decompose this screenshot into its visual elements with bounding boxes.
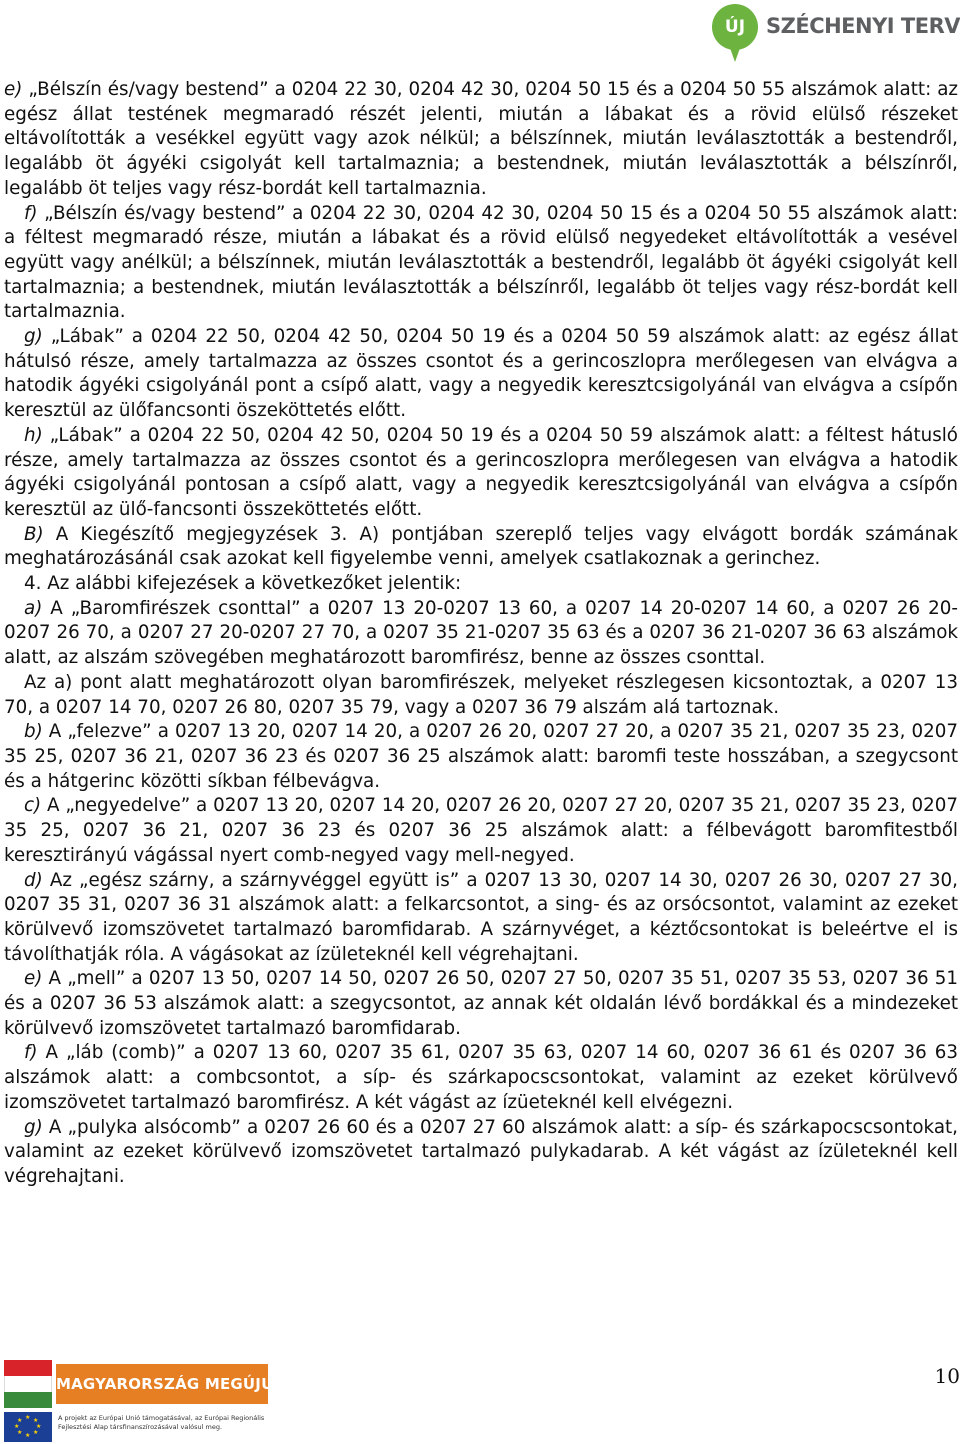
hungarian-flag-icon xyxy=(4,1360,52,1408)
item-label: h) xyxy=(24,424,43,446)
paragraph-text: „Lábak” a 0204 22 50, 0204 42 50, 0204 50 19 és a 0204 50 59 alszámok alatt: a féltest hátusló része, amely tartalmazza az összes csontot és a gerincoszlopra merőlegesen van elvágva a hatodik ágyéki csigolyánál pontosan a csípő alatt, vagy a negyedik keresztcsigolyánál van elvágva a csípőn keresztül az ülő-fancsonti összeköttetés előtt. xyxy=(4,424,958,520)
paragraph-g-labak xyxy=(4,325,958,424)
item-label: d) xyxy=(24,869,43,891)
paragraph-h-labak xyxy=(4,424,958,523)
item-label: g) xyxy=(24,1116,43,1138)
paragraph-text: „Bélszín és/vagy bestend” a 0204 22 30, 0204 42 30, 0204 50 15 és a 0204 50 55 alszámok alatt: a féltest megmaradó része, miután a lábakat és a rövid elülső negyedeket eltávolították a vesével együtt vagy anélkül; a bélszínnek, miután leválasztották a bestendről, legalább öt ágyéki csigolyát kell tartalmaznia; a bestendnek, miután leválasztották a bélszínről, legalább öt teljes vagy rész-bordát kell tartalmaznia. xyxy=(4,202,958,323)
item-label: f) xyxy=(24,1042,38,1064)
paragraph-az-a-pont xyxy=(4,671,958,720)
paragraph-text: A „felezve” a 0207 13 20, 0207 14 20, a 0207 26 20, 0207 27 20, a 0207 35 21, 0207 35 23, 0207 35 25, 0207 36 21, 0207 36 23 és 0207 36 25 alszámok alatt: baromfi teste hosszában, a szegycsont és a hátgerinc közötti síkban félbevágva. xyxy=(4,721,958,792)
uj-badge-icon: ÚJ xyxy=(712,4,758,50)
szechenyi-terv-logo xyxy=(712,4,960,52)
paragraph-f-lab xyxy=(4,1041,958,1115)
item-label: a) xyxy=(24,597,43,619)
paragraph-b-felezve xyxy=(4,720,958,794)
paragraph-text: „Lábak” a 0204 22 50, 0204 42 50, 0204 50 19 és a 0204 50 59 alszámok alatt: az egész állat hátulsó része, amely tartalmazza az összes csontot és a gerincoszlopra merőlegesen van elvágva a hatodik ágyéki csigolyánál pont a csípő alatt, vagy a negyedik keresztcsigolyánál van elvágva a csípőn keresztül az ülőfancsonti öszeköttetés előtt. xyxy=(4,326,958,422)
paragraph-e-belszin xyxy=(4,78,958,202)
paragraph-text: „Bélszín és/vagy bestend” a 0204 22 30, 0204 42 30, 0204 50 15 és a 0204 50 55 alszámok alatt: az egész állat testének megmaradó részét jelenti, miután a lábakat és a rövid elülső részeket eltávolították a vesékkel együtt vagy azok nélkül; a bélszínnek, miután leválasztották a bestendről, legalább öt ágyéki csigolyát kell tartalmaznia; a bestendnek, miután leválasztották a bélszínről, legalább öt teljes vagy rész-bordát kell tartalmaznia. xyxy=(4,79,958,199)
paragraph-text: A „láb (comb)” a 0207 13 60, 0207 35 61, 0207 35 63, 0207 14 60, 0207 36 61 és 0207 36 63 alszámok alatt: a combcsontot, a síp- és szárkapocscsontokat, valamint az ezeket körülvevő izomszövetet tartalmazó baromfirész. A két vágást az ízüeteknél kell elvégezni. xyxy=(4,1042,958,1113)
paragraph-text: 4. Az alábbi kifejezések a következőket jelentik: xyxy=(24,573,462,595)
paragraph-d-szarny xyxy=(4,869,958,968)
item-label: b) xyxy=(24,721,43,743)
paragraph-g-pulyka xyxy=(4,1116,958,1190)
campaign-banner: MAGYARORSZÁG MEGÚJUL xyxy=(56,1364,268,1404)
page-number: 10 xyxy=(934,1364,960,1388)
page-footer xyxy=(4,1360,960,1444)
item-label: c) xyxy=(24,795,42,817)
paragraph-a-baromfireszek xyxy=(4,597,958,671)
paragraph-text: A „negyedelve” a 0207 13 20, 0207 14 20, 0207 26 20, 0207 27 20, 0207 35 21, 0207 35 23, 0207 35 25, 0207 36 21, 0207 36 23 és 0207 36 25 alszámok alatt: a félbevágott baromfitestből keresztirányú vágással nyert comb-negyed vagy mell-negyed. xyxy=(4,795,958,866)
paragraph-text: A „Baromfirészek csonttal” a 0207 13 20-0207 13 60, a 0207 14 20-0207 14 60, a 0207 26 20-0207 26 70, a 0207 27 20-0207 27 70, a 0207 35 21-0207 35 63 és a 0207 36 21-0207 36 63 alszámok alatt, az alszám szövegében meghatározott baromfirész, benne az összes csonttal. xyxy=(4,597,958,669)
paragraph-4-kifejezesek xyxy=(4,572,958,597)
paragraph-text: Az a) pont alatt meghatározott olyan baromfirészek, melyeket részlegesen kicsontoztak, a 0207 13 70, a 0207 14 70, 0207 26 80, 0207 35 79, vagy a 0207 36 79 alszám alá tartoznak. xyxy=(4,671,958,718)
item-label: f) xyxy=(24,202,38,224)
eu-funding-note: A projekt az Európai Unió támogatásával, az Európai Regionális Fejlesztési Alap társfinanszírozásával valósul meg. xyxy=(58,1414,265,1431)
item-label: B) xyxy=(24,523,44,545)
paragraph-e-mell xyxy=(4,967,958,1041)
item-label: g) xyxy=(24,326,43,348)
paragraph-text: Az „egész szárny, a szárnyvéggel együtt is” a 0207 13 30, 0207 14 30, 0207 26 30, 0207 27 30, 0207 35 31, 0207 36 31 alszámok alatt: a felkarcsontot, a sing- és az orsócsontot, valamint az ezeket körülvevő izomszövetet tartalmazó baromfidarab. A szárnyvéget, a kéztőcsontokat is beleértve el is távolíthatják róla. A vágásokat az ízületeknél kell végrehajtani. xyxy=(4,869,958,965)
document-body xyxy=(4,78,958,1190)
paragraph-text: A „mell” a 0207 13 50, 0207 14 50, 0207 26 50, 0207 27 50, 0207 35 51, 0207 35 53, 0207 36 51 és a 0207 36 53 alszámok alatt: a szegycsontot, az annak két oldalán lévő bordákkal és a mindezeket körülvevő izomszövetet tartalmazó baromfidarab. xyxy=(4,968,958,1039)
logo-text: SZÉCHENYI TERV xyxy=(766,14,960,38)
paragraph-b-kiegeszito xyxy=(4,523,958,572)
eu-flag-icon: ★ ★ ★ ★ ★ ★ ★ ★ xyxy=(4,1412,52,1442)
paragraph-f-belszin xyxy=(4,202,958,326)
paragraph-c-negyedelve xyxy=(4,794,958,868)
paragraph-text: A „pulyka alsócomb” a 0207 26 60 és a 0207 27 60 alszámok alatt: a síp- és szárkapocscsontokat, valamint az ezeket körülvevő izomszövetet tartalmazó pulykadarab. A két vágást az ízületeknél kell végrehajtani. xyxy=(4,1116,958,1187)
item-label: e) xyxy=(24,968,43,990)
item-label: e) xyxy=(4,79,23,100)
paragraph-text: A Kiegészítő megjegyzések 3. A) pontjában szereplő teljes vagy elvágott bordák számának meghatározásánál csak azokat kell figyelembe venni, amelyek csatlakoznak a gerinchez. xyxy=(4,523,958,570)
